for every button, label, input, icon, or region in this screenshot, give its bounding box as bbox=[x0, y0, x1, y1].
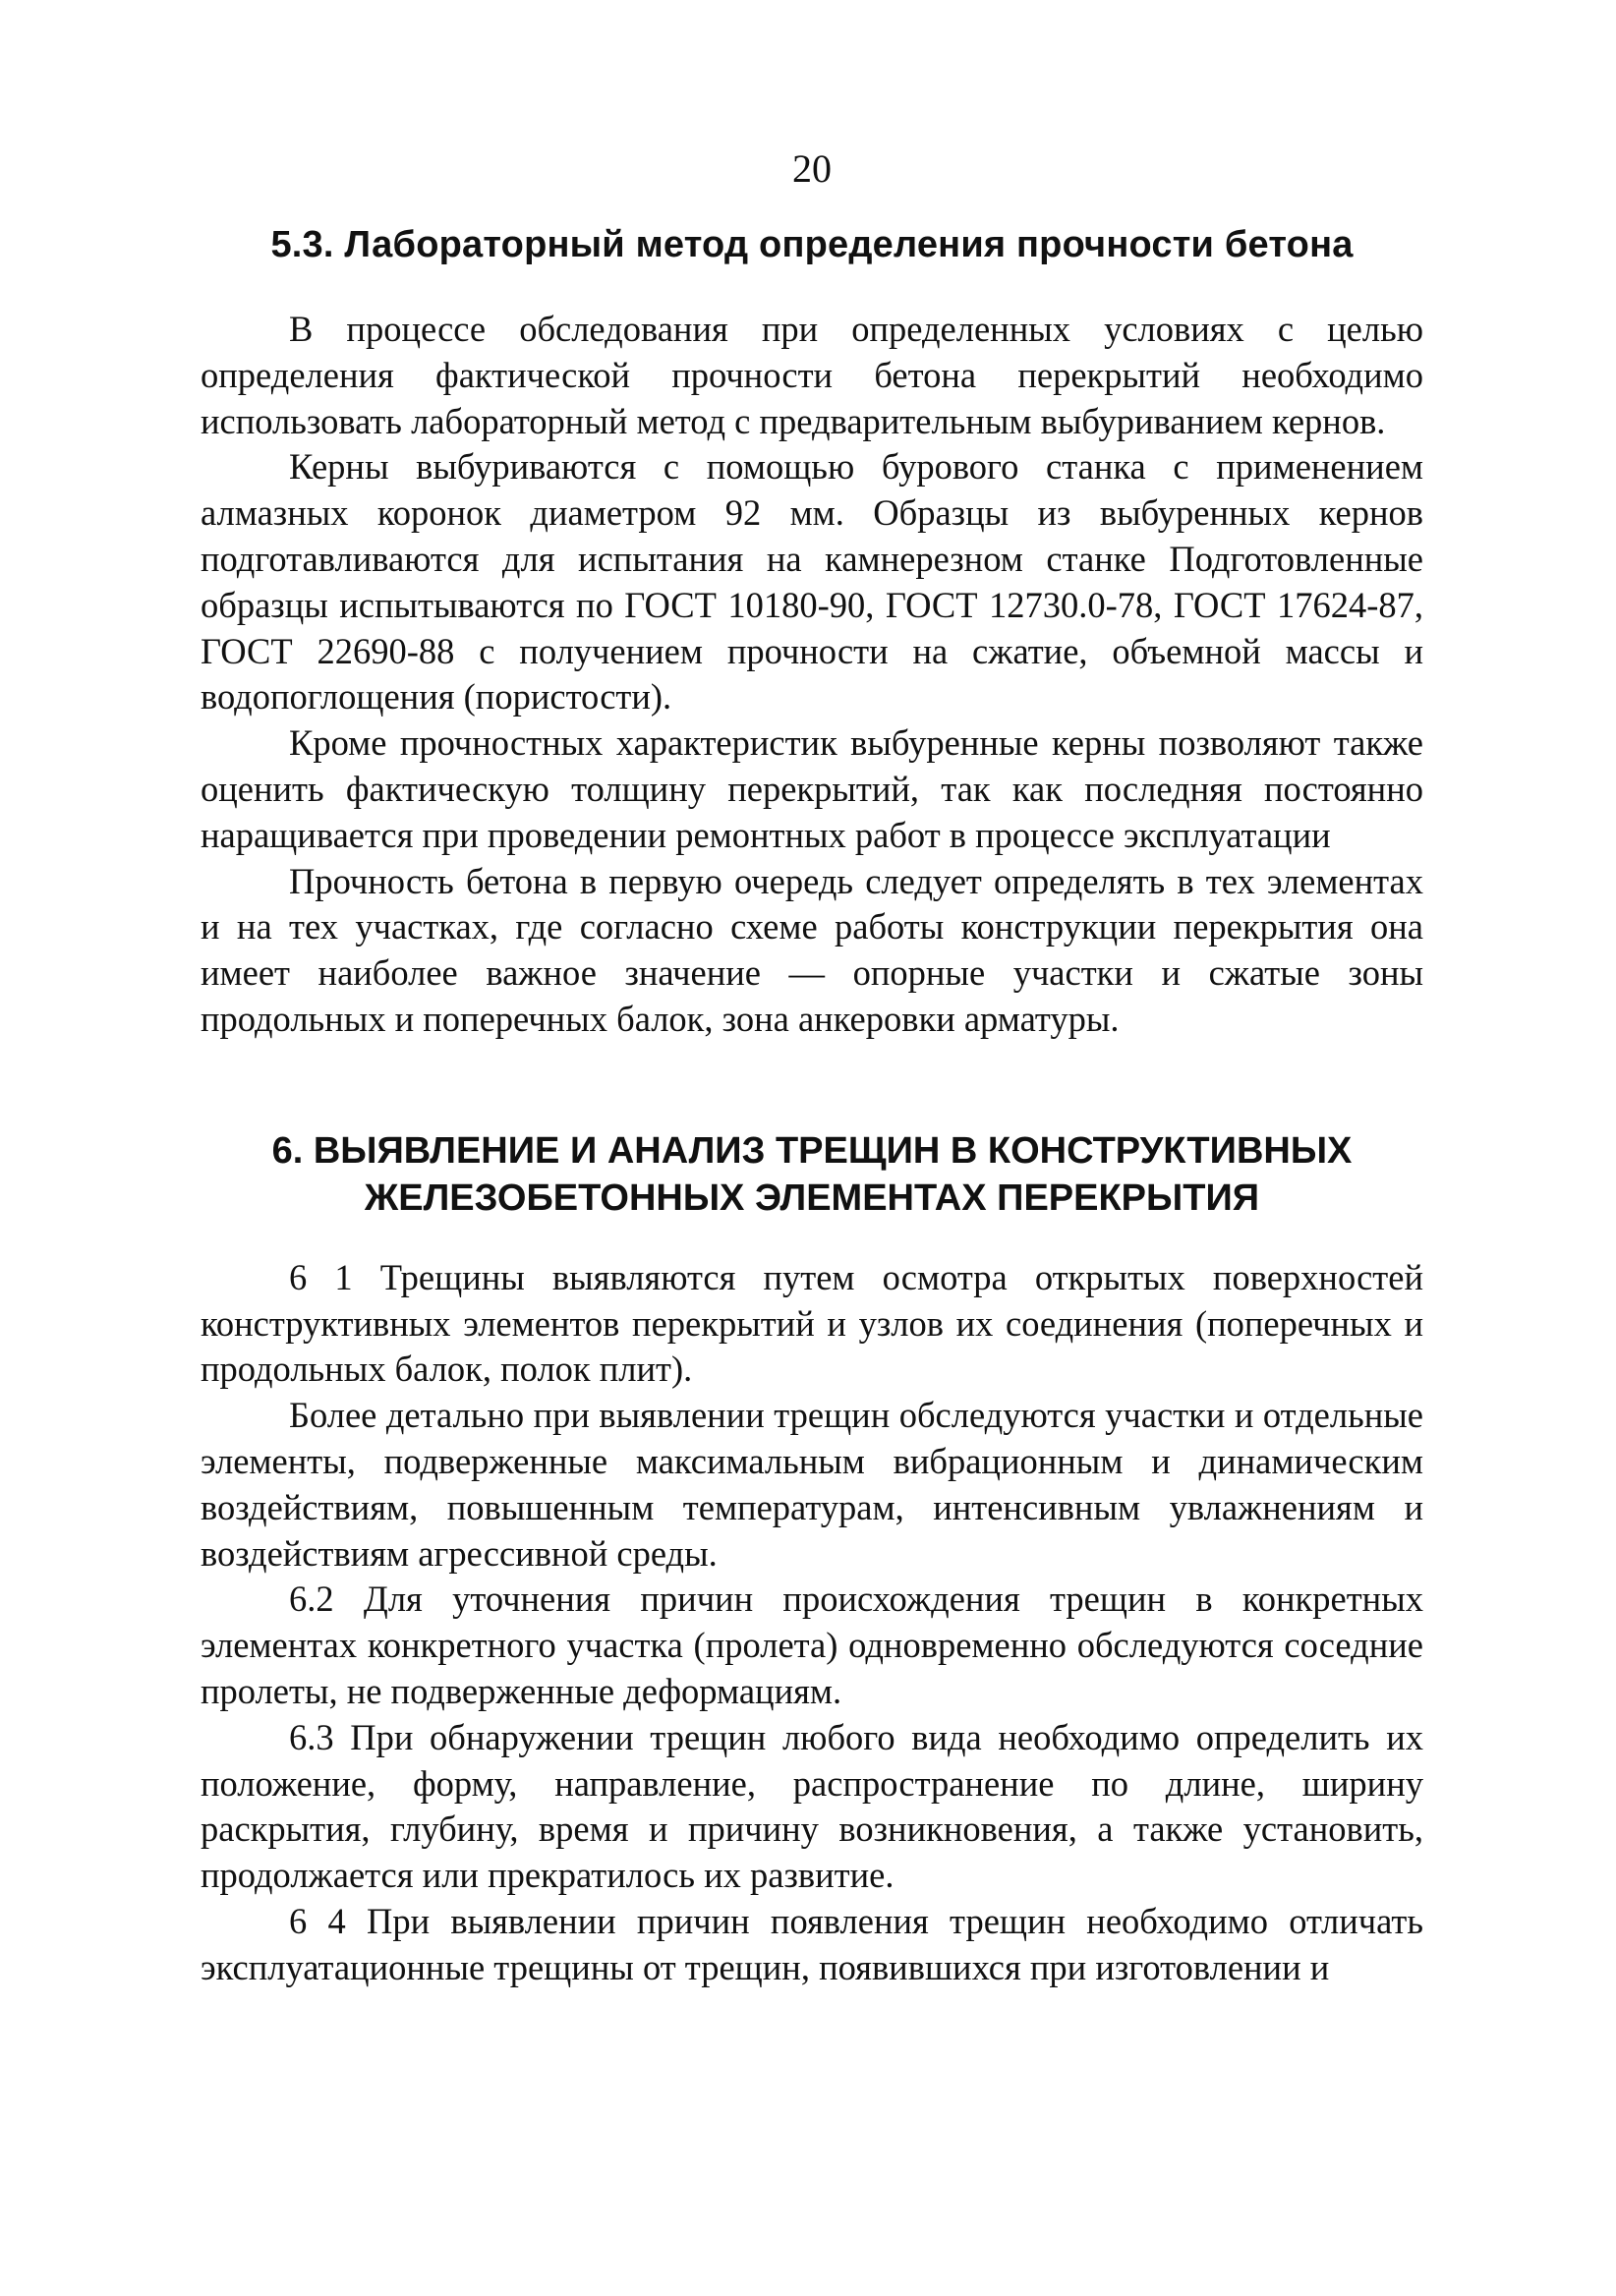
section-5-3-heading: 5.3. Лабораторный метод определения прочности бетона bbox=[270, 224, 1354, 265]
section-6-paragraph-2: Более детально при выявлении трещин обследуются участки и отдельные элементы, подверженные максимальным вибрационным и динамическим воздействиям, повышенным температурам, интенсивным увлажнениям и воздействиям агрессивной среды. bbox=[201, 1395, 1423, 1574]
section-5-3-paragraph-1: В процессе обследования при определенных условиях с целью определения фактической прочности бетона перекрытий необходимо использовать лабораторный метод с предварительным выбуриванием кернов. bbox=[201, 309, 1423, 441]
section-6-paragraph-4: 6.3 При обнаружении трещин любого вида необходимо определить их положение, форму, направление, распространение по длине, ширину раскрытия, глубину, время и причину возникновения, а также установить, продолжается или прекратилось их развитие. bbox=[201, 1716, 1423, 1896]
page-number: 20 bbox=[792, 146, 832, 191]
section-6-paragraph-5: 6 4 При выявлении причин появления трещин необходимо отличать эксплуатационные трещины от трещин, появившихся при изготовлении и bbox=[201, 1900, 1423, 1987]
document-page bbox=[201, 145, 1423, 1991]
section-6-heading-line-2: ЖЕЛЕЗОБЕТОННЫХ ЭЛЕМЕНТАХ ПЕРЕКРЫТИЯ bbox=[364, 1177, 1260, 1219]
section-6-heading-line-1: 6. ВЫЯВЛЕНИЕ И АНАЛИЗ ТРЕЩИН В КОНСТРУКТИВНЫХ bbox=[271, 1129, 1353, 1172]
section-5-3-paragraph-2: Керны выбуриваются с помощью бурового станка с применением алмазных коронок диаметром 92 мм. Образцы из выбуренных кернов подготавливаются для испытания на камнерезном станке Подготовленные образцы испытываются по ГОСТ 10180-90, ГОСТ 12730.0-78, ГОСТ 17624-87, ГОСТ 22690-88 с получением прочности на сжатие, объемной массы и водопоглощения (пористости). bbox=[201, 446, 1423, 718]
section-6-paragraph-1: 6 1 Трещины выявляются путем осмотра открытых поверхностей конструктивных элементов перекрытий и узлов их соединения (поперечных и продольных балок, полок плит). bbox=[201, 1256, 1423, 1390]
section-5-3-paragraph-4: Прочность бетона в первую очередь следует определять в тех элементах и на тех участках, где согласно схеме работы конструкции перекрытия она имеет наиболее важное значение — опорные участки и сжатые зоны продольных и поперечных балок, зона анкеровки арматуры. bbox=[201, 860, 1423, 1039]
section-5-3-paragraph-3: Кроме прочностных характеристик выбуренные керны позволяют также оценить фактическую толщину перекрытий, так как последняя постоянно наращивается при проведении ремонтных работ в процессе эксплуатации bbox=[201, 722, 1423, 855]
section-6-heading bbox=[201, 1127, 1423, 1222]
section-6-paragraph-3: 6.2 Для уточнения причин происхождения трещин в конкретных элементах конкретного участка (пролета) одновременно обследуются соседние пролеты, не подверженные деформациям. bbox=[201, 1578, 1423, 1711]
